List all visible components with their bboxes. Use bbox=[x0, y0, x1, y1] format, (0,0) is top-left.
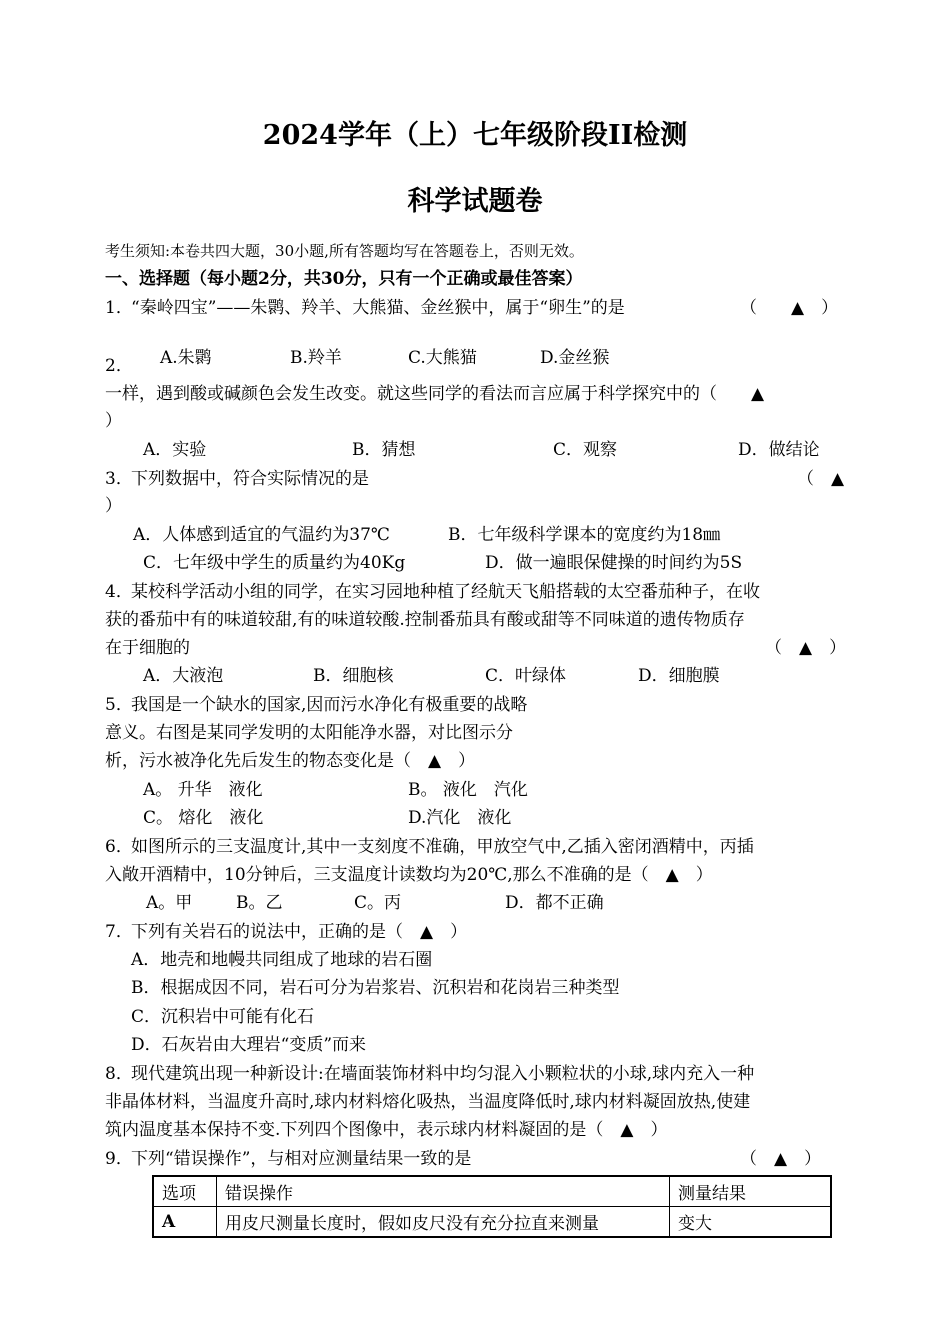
q7-stem: 下列有关岩石的说法中，正确的是（ ▲ ） bbox=[131, 922, 468, 942]
q1-option-b: B.羚羊 bbox=[290, 348, 342, 368]
q5-option-d: D.汽化 液化 bbox=[408, 808, 512, 828]
q7-option-c: C．沉积岩中可能有化石 bbox=[131, 1007, 315, 1027]
q1-stem: “秦岭四宝”——朱鹮、羚羊、大熊猫、金丝猴中，属于“卵生”的是 bbox=[131, 298, 625, 318]
q4-answer-bracket: （ ▲ ） bbox=[765, 638, 847, 658]
table-header-cell: 选项 bbox=[153, 1176, 217, 1207]
q8-line2: 非晶体材料，当温度升高时,球内材料熔化吸热，当温度降低时,球内材料凝固放热,使建 bbox=[105, 1092, 751, 1112]
q6-option-d: D．都不正确 bbox=[505, 893, 604, 913]
q5-line1: 我国是一个缺水的国家,因而污水净化有极重要的战略 bbox=[131, 695, 528, 715]
exam-title: 2024学年（上）七年级阶段II检测 bbox=[262, 120, 688, 151]
q4-option-b: B．细胞核 bbox=[313, 666, 394, 686]
q1-option-d: D.金丝猴 bbox=[540, 348, 610, 368]
q3-option-a: A．人体感到适宜的气温约为37℃ bbox=[133, 525, 390, 545]
exam-subtitle: 科学试题卷 bbox=[407, 186, 543, 217]
q2-line2: 一样，遇到酸或碱颜色会发生改变。就这些同学的看法而言应属于科学探究中的（ ▲ bbox=[105, 384, 765, 404]
q6-option-c: C。丙 bbox=[354, 893, 402, 913]
q1-answer-bracket: （ ▲ ） bbox=[740, 298, 839, 318]
q8-line1: 现代建筑出现一种新设计:在墙面装饰材料中均匀混入小颗粒状的小球,球内充入一种 bbox=[131, 1064, 755, 1084]
q3-stem: 下列数据中，符合实际情况的是 bbox=[131, 469, 369, 489]
q6-line1: 如图所示的三支温度计,其中一支刻度不准确，甲放空气中,乙插入密闭酒精中，丙插 bbox=[131, 837, 754, 857]
q3-answer-bracket: （ ▲ bbox=[797, 469, 845, 489]
q6-number: 6． bbox=[105, 837, 133, 857]
q2-number: 2． bbox=[105, 356, 133, 376]
q9-answer-bracket: （ ▲ ） bbox=[740, 1149, 822, 1169]
q7-option-d: D．石灰岩由大理岩“变质”而来 bbox=[131, 1035, 367, 1055]
table-cell: 变大 bbox=[670, 1207, 832, 1238]
q5-line2: 意义。右图是某同学发明的太阳能净水器，对比图示分 bbox=[105, 723, 513, 743]
q7-option-a: A．地壳和地幔共同组成了地球的岩石圈 bbox=[131, 950, 433, 970]
table-header-row bbox=[153, 1176, 831, 1207]
q9-number: 9． bbox=[105, 1149, 133, 1169]
q4-line1: 某校科学活动小组的同学，在实习园地种植了经航天飞船搭载的太空番茄种子，在收 bbox=[131, 582, 760, 602]
exam-notice: 考生须知:本卷共四大题，30小题,所有答题均写在答题卷上，否则无效。 bbox=[105, 242, 584, 260]
q2-option-c: C．观察 bbox=[553, 440, 618, 460]
q3-number: 3． bbox=[105, 469, 133, 489]
q4-option-d: D．细胞膜 bbox=[638, 666, 720, 686]
q1-option-a: A.朱鹮 bbox=[160, 348, 212, 368]
q2-option-d: D．做结论 bbox=[738, 440, 820, 460]
q4-number: 4． bbox=[105, 582, 133, 602]
q5-line3: 析，污水被净化先后发生的物态变化是（ ▲ ） bbox=[105, 751, 476, 771]
q2-option-b: B．猜想 bbox=[352, 440, 416, 460]
q9-table bbox=[152, 1175, 832, 1238]
q8-number: 8． bbox=[105, 1064, 133, 1084]
q3-bracket-close: ） bbox=[105, 496, 122, 516]
q5-option-a: A。 升华 液化 bbox=[143, 780, 263, 800]
q1-number: 1． bbox=[105, 298, 133, 318]
section-heading: 一、选择题（每小题2分，共30分，只有一个正确或最佳答案） bbox=[105, 269, 583, 289]
q5-number: 5． bbox=[105, 695, 133, 715]
table-header-cell: 测量结果 bbox=[670, 1176, 832, 1207]
q5-option-b: B。 液化 汽化 bbox=[408, 780, 528, 800]
q2-line3: ） bbox=[105, 411, 122, 431]
q3-option-b: B．七年级科学课本的宽度约为18㎜ bbox=[448, 525, 721, 545]
table-row bbox=[153, 1207, 831, 1238]
q6-option-b: B。乙 bbox=[236, 893, 283, 913]
q6-option-a: A。甲 bbox=[146, 893, 193, 913]
table-cell: 用皮尺测量长度时，假如皮尺没有充分拉直来测量 bbox=[217, 1207, 670, 1238]
q2-option-a: A．实验 bbox=[143, 440, 207, 460]
q3-option-d: D．做一遍眼保健操的时间约为5S bbox=[485, 553, 743, 573]
q4-option-a: A．大液泡 bbox=[143, 666, 224, 686]
q4-line3: 在于细胞的 bbox=[105, 638, 190, 658]
q7-option-b: B．根据成因不同，岩石可分为岩浆岩、沉积岩和花岗岩三种类型 bbox=[131, 978, 620, 998]
q7-number: 7． bbox=[105, 922, 133, 942]
q6-line2: 入敞开酒精中，10分钟后，三支温度计读数均为20℃,那么不准确的是（ ▲ ） bbox=[105, 865, 713, 885]
q9-stem: 下列“错误操作”，与相对应测量结果一致的是 bbox=[131, 1149, 472, 1169]
table-header-cell: 错误操作 bbox=[217, 1176, 670, 1207]
q3-option-c: C．七年级中学生的质量约为40Kg bbox=[143, 553, 406, 573]
q5-option-c: C。 熔化 液化 bbox=[143, 808, 264, 828]
q4-option-c: C．叶绿体 bbox=[485, 666, 567, 686]
q8-line3: 筑内温度基本保持不变.下列四个图像中，表示球内材料凝固的是（ ▲ ） bbox=[105, 1120, 668, 1140]
table-cell: A bbox=[153, 1207, 217, 1238]
q1-option-c: C.大熊猫 bbox=[408, 348, 477, 368]
q4-line2: 获的番茄中有的味道较甜,有的味道较酸.控制番茄具有酸或甜等不同味道的遗传物质存 bbox=[105, 610, 745, 630]
